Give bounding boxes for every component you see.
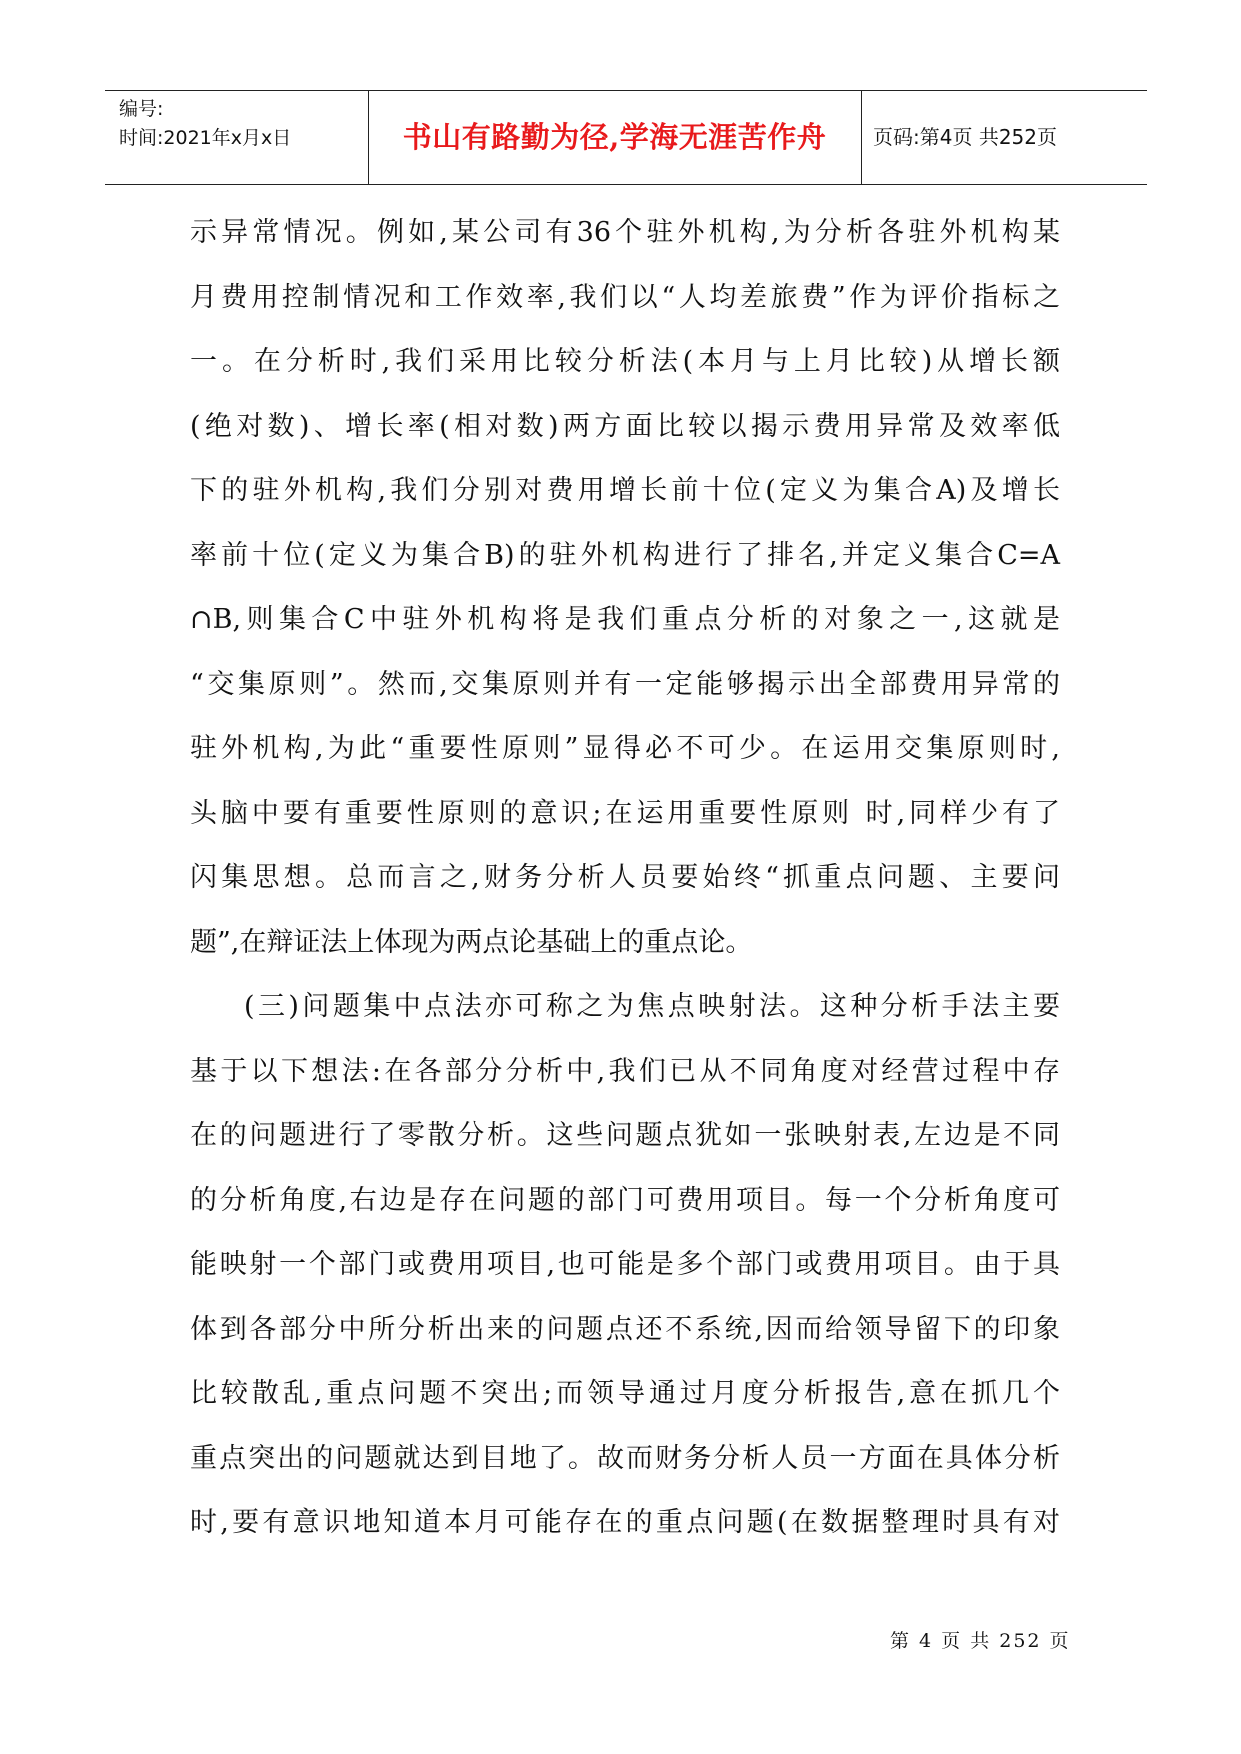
header-motto: 书山有路勤为径,学海无涯苦作舟 bbox=[402, 120, 827, 154]
text-line: 比较散乱,重点问题不突出;而领导通过月度分析报告,意在抓几个 bbox=[190, 1378, 1060, 1409]
text-line: (三)问题集中点法亦可称之为焦点映射法。这种分析手法主要 bbox=[244, 991, 1060, 1022]
text-line: 基于以下想法:在各部分分析中,我们已从不同角度对经营过程中存 bbox=[190, 1055, 1060, 1087]
text-line: ∩B,则集合C中驻外机构将是我们重点分析的对象之一,这就是 bbox=[190, 604, 1060, 635]
text-line: 体到各部分中所分析出来的问题点还不系统,因而给领导留下的印象 bbox=[190, 1313, 1060, 1345]
text-line: 示异常情况。例如,某公司有36个驻外机构,为分析各驻外机构某 bbox=[190, 217, 1060, 248]
header-divider-right bbox=[861, 91, 862, 184]
text-line: 的分析角度,右边是存在问题的部门可费用项目。每一个分析角度可 bbox=[190, 1184, 1060, 1216]
text-line: 题”,在辩证法上体现为两点论基础上的重点论。 bbox=[190, 926, 753, 958]
page-footer: 第 4 页 共 252 页 bbox=[890, 1630, 1071, 1652]
text-line: 月费用控制情况和工作效率,我们以“人均差旅费”作为评价指标之 bbox=[190, 281, 1060, 313]
text-line: 一。在分析时,我们采用比较分析法(本月与上月比较)从增长额 bbox=[190, 346, 1060, 377]
header-page-info: 页码:第4页 共252页 bbox=[873, 125, 1057, 149]
body-text bbox=[190, 201, 1060, 1556]
number-label: 编号: bbox=[119, 98, 164, 120]
text-line: 头脑中要有重要性原则的意识;在运用重要性原则 时,同样少有了 bbox=[190, 797, 1060, 829]
text-line: 时,要有意识地知道本月可能存在的重点问题(在数据整理时具有对 bbox=[190, 1507, 1060, 1538]
time-label: 时间:2021年x月x日 bbox=[119, 127, 292, 149]
text-line: 能映射一个部门或费用项目,也可能是多个部门或费用项目。由于具 bbox=[190, 1249, 1060, 1280]
text-line: (绝对数)、增长率(相对数)两方面比较以揭示费用异常及效率低 bbox=[190, 410, 1060, 442]
text-line: “交集原则”。然而,交集原则并有一定能够揭示出全部费用异常的 bbox=[190, 668, 1060, 700]
text-line: 重点突出的问题就达到目地了。故而财务分析人员一方面在具体分析 bbox=[190, 1442, 1060, 1474]
text-line: 率前十位(定义为集合B)的驻外机构进行了排名,并定义集合C=A bbox=[190, 539, 1060, 571]
text-line: 下的驻外机构,我们分别对费用增长前十位(定义为集合A)及增长 bbox=[190, 475, 1060, 506]
text-line: 在的问题进行了零散分析。这些问题点犹如一张映射表,左边是不同 bbox=[190, 1120, 1060, 1151]
document-header bbox=[105, 90, 1147, 185]
text-line: 驻外机构,为此“重要性原则”显得必不可少。在运用交集原则时, bbox=[190, 733, 1060, 764]
text-line: 闪集思想。总而言之,财务分析人员要始终“抓重点问题、主要问 bbox=[190, 862, 1060, 893]
